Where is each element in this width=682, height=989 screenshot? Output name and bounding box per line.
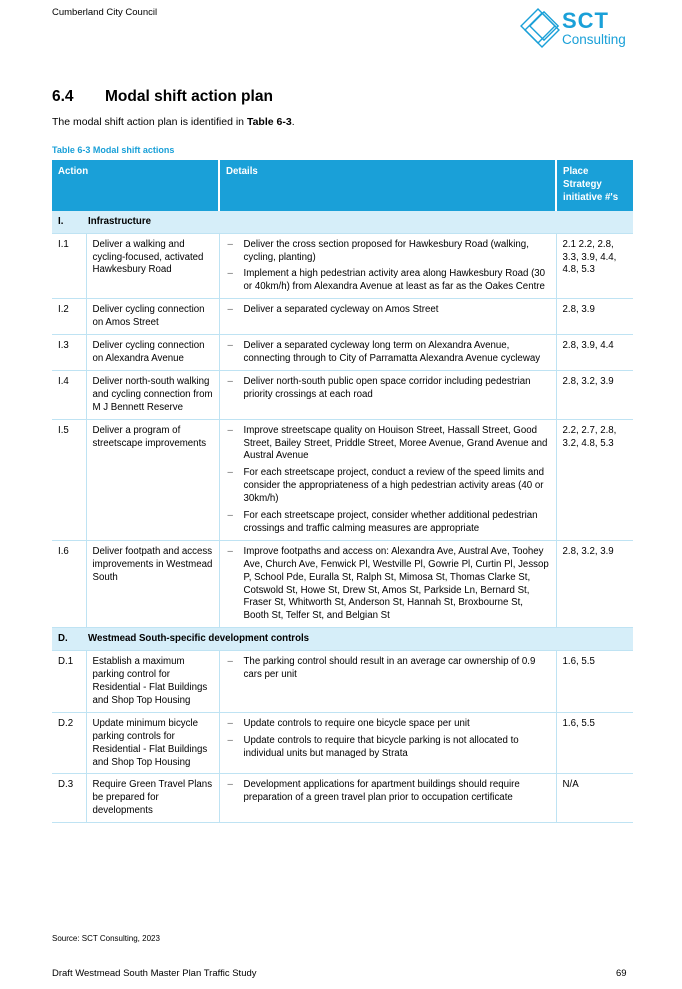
details-item: – Implement a high pedestrian activity area along Hawkesbury Road (30 or 40km/h) from Alexandra Avenue at least as far as the Oakes Centre — [226, 268, 551, 294]
section-number: 6.4 — [52, 88, 74, 105]
details-item: – Improve streetscape quality on Houison Street, Hassall Street, Good Street, Bailey Street, Priddle Street, Moree Avenue, Grand Avenue and Austral Avenue — [226, 425, 551, 464]
row-details — [219, 299, 556, 335]
row-details — [219, 419, 556, 540]
details-list — [226, 425, 551, 536]
header-action: Action — [52, 160, 219, 211]
row-id: D.2 — [52, 712, 86, 774]
modal-shift-actions-table — [52, 160, 633, 823]
row-initiatives: 2.8, 3.9 — [556, 299, 633, 335]
logo-text-main: SCT — [562, 8, 609, 33]
table-row — [52, 370, 633, 419]
footer-page-number: 69 — [616, 968, 627, 979]
intro-suffix: . — [291, 116, 295, 128]
row-initiatives: 1.6, 5.5 — [556, 651, 633, 713]
details-list — [226, 546, 551, 623]
group-heading — [52, 211, 633, 233]
details-item: – Deliver the cross section proposed for Hawkesbury Road (walking, cycling, planting) — [226, 239, 551, 265]
row-action: Require Green Travel Plans be prepared for developments — [86, 774, 219, 823]
details-item: – Deliver north-south public open space corridor including pedestrian priority crossings at each road — [226, 376, 551, 402]
row-id: D.3 — [52, 774, 86, 823]
row-action: Deliver a program of streetscape improvements — [86, 419, 219, 540]
table-row — [52, 540, 633, 627]
details-item: – Improve footpaths and access on: Alexandra Ave, Austral Ave, Toohey Ave, Church Ave, Fenwick Pl, Westville Pl, Gowrie Pl, Curtin Pl, Jessop P, School Pde, Euralla St, Ralph St, Mimosa St, Thomas Clarke St, Cotswold St, Howe St, Drew St, Amos St, Parkside Ln, Bernard St, Fraser St, Whitworth St, Anderson St, Hannah St, Broxbourne St, Booth St, Telfer St, and Belgian St — [226, 546, 551, 623]
row-details — [219, 651, 556, 713]
row-id: I.5 — [52, 419, 86, 540]
details-list — [226, 376, 551, 402]
row-action: Deliver north-south walking and cycling connection from M J Bennett Reserve — [86, 370, 219, 419]
group-label: Infrastructure — [88, 215, 151, 227]
details-list — [226, 340, 551, 366]
row-initiatives: 2.8, 3.2, 3.9 — [556, 370, 633, 419]
logo-text-sub: Consulting — [562, 32, 626, 47]
details-item: – For each streetscape project, consider whether additional pedestrian crossings and traffic calming measures are appropriate — [226, 510, 551, 536]
row-initiatives: 2.8, 3.2, 3.9 — [556, 540, 633, 627]
details-item: – The parking control should result in an average car ownership of 0.9 cars per unit — [226, 656, 551, 682]
details-list — [226, 656, 551, 682]
row-initiatives: 2.8, 3.9, 4.4 — [556, 335, 633, 371]
header-organisation: Cumberland City Council — [52, 7, 158, 18]
table-group-row — [52, 211, 633, 233]
details-item: – For each streetscape project, conduct a review of the speed limits and consider the appropriateness of a high pedestrian activity areas (40 or 30km/h) — [226, 467, 551, 506]
row-details — [219, 335, 556, 371]
row-id: I.1 — [52, 233, 86, 299]
header-details: Details — [219, 160, 556, 211]
row-initiatives: 1.6, 5.5 — [556, 712, 633, 774]
row-action: Establish a maximum parking control for Residential - Flat Buildings and Shop Top Housing — [86, 651, 219, 713]
details-list — [226, 779, 551, 805]
details-list — [226, 304, 551, 317]
row-id: I.6 — [52, 540, 86, 627]
header-initiative: Place Strategy initiative #'s — [556, 160, 633, 211]
details-item: – Development applications for apartment buildings should require preparation of a green travel plan prior to occupation certificate — [226, 779, 551, 805]
table-row — [52, 335, 633, 371]
details-item: – Deliver a separated cycleway on Amos Street — [226, 304, 551, 317]
table-row — [52, 419, 633, 540]
table-row — [52, 774, 633, 823]
row-details — [219, 712, 556, 774]
table-row — [52, 233, 633, 299]
row-action: Update minimum bicycle parking controls for Residential - Flat Buildings and Shop Top Housing — [86, 712, 219, 774]
row-id: I.4 — [52, 370, 86, 419]
details-item: – Update controls to require one bicycle space per unit — [226, 718, 551, 731]
group-id: I. — [58, 215, 64, 227]
group-id: D. — [58, 633, 68, 645]
row-details — [219, 233, 556, 299]
table-row — [52, 299, 633, 335]
row-id: I.3 — [52, 335, 86, 371]
row-action: Deliver footpath and access improvements in Westmead South — [86, 540, 219, 627]
details-item: – Deliver a separated cycleway long term on Alexandra Avenue, connecting through to City of Parramatta Alexandra Avenue cycleway — [226, 340, 551, 366]
table-row — [52, 712, 633, 774]
section-title: Modal shift action plan — [105, 88, 273, 105]
table-body — [52, 211, 633, 823]
intro-paragraph — [52, 116, 295, 128]
row-details — [219, 540, 556, 627]
row-initiatives: 2.1 2.2, 2.8, 3.3, 3.9, 4.4, 4.8, 5.3 — [556, 233, 633, 299]
intro-table-ref: Table 6-3 — [246, 116, 292, 128]
table-source: Source: SCT Consulting, 2023 — [52, 934, 160, 943]
row-action: Deliver cycling connection on Alexandra Avenue — [86, 335, 219, 371]
row-initiatives: N/A — [556, 774, 633, 823]
group-label: Westmead South-specific development controls — [88, 633, 310, 645]
details-item: – Update controls to require that bicycle parking is not allocated to individual units but managed by Strata — [226, 735, 551, 761]
intro-prefix: The modal shift action plan is identified in — [52, 116, 247, 128]
table-group-row — [52, 628, 633, 651]
footer-document-title: Draft Westmead South Master Plan Traffic Study — [52, 968, 257, 979]
row-id: I.2 — [52, 299, 86, 335]
table-caption: Table 6-3 Modal shift actions — [52, 145, 175, 155]
details-list — [226, 239, 551, 295]
group-heading — [52, 628, 633, 651]
table-row — [52, 651, 633, 713]
row-details — [219, 370, 556, 419]
row-id: D.1 — [52, 651, 86, 713]
details-list — [226, 718, 551, 761]
row-initiatives: 2.2, 2.7, 2.8, 3.2, 4.8, 5.3 — [556, 419, 633, 540]
row-details — [219, 774, 556, 823]
row-action: Deliver a walking and cycling-focused, activated Hawkesbury Road — [86, 233, 219, 299]
row-action: Deliver cycling connection on Amos Street — [86, 299, 219, 335]
table-header-row — [52, 160, 633, 211]
